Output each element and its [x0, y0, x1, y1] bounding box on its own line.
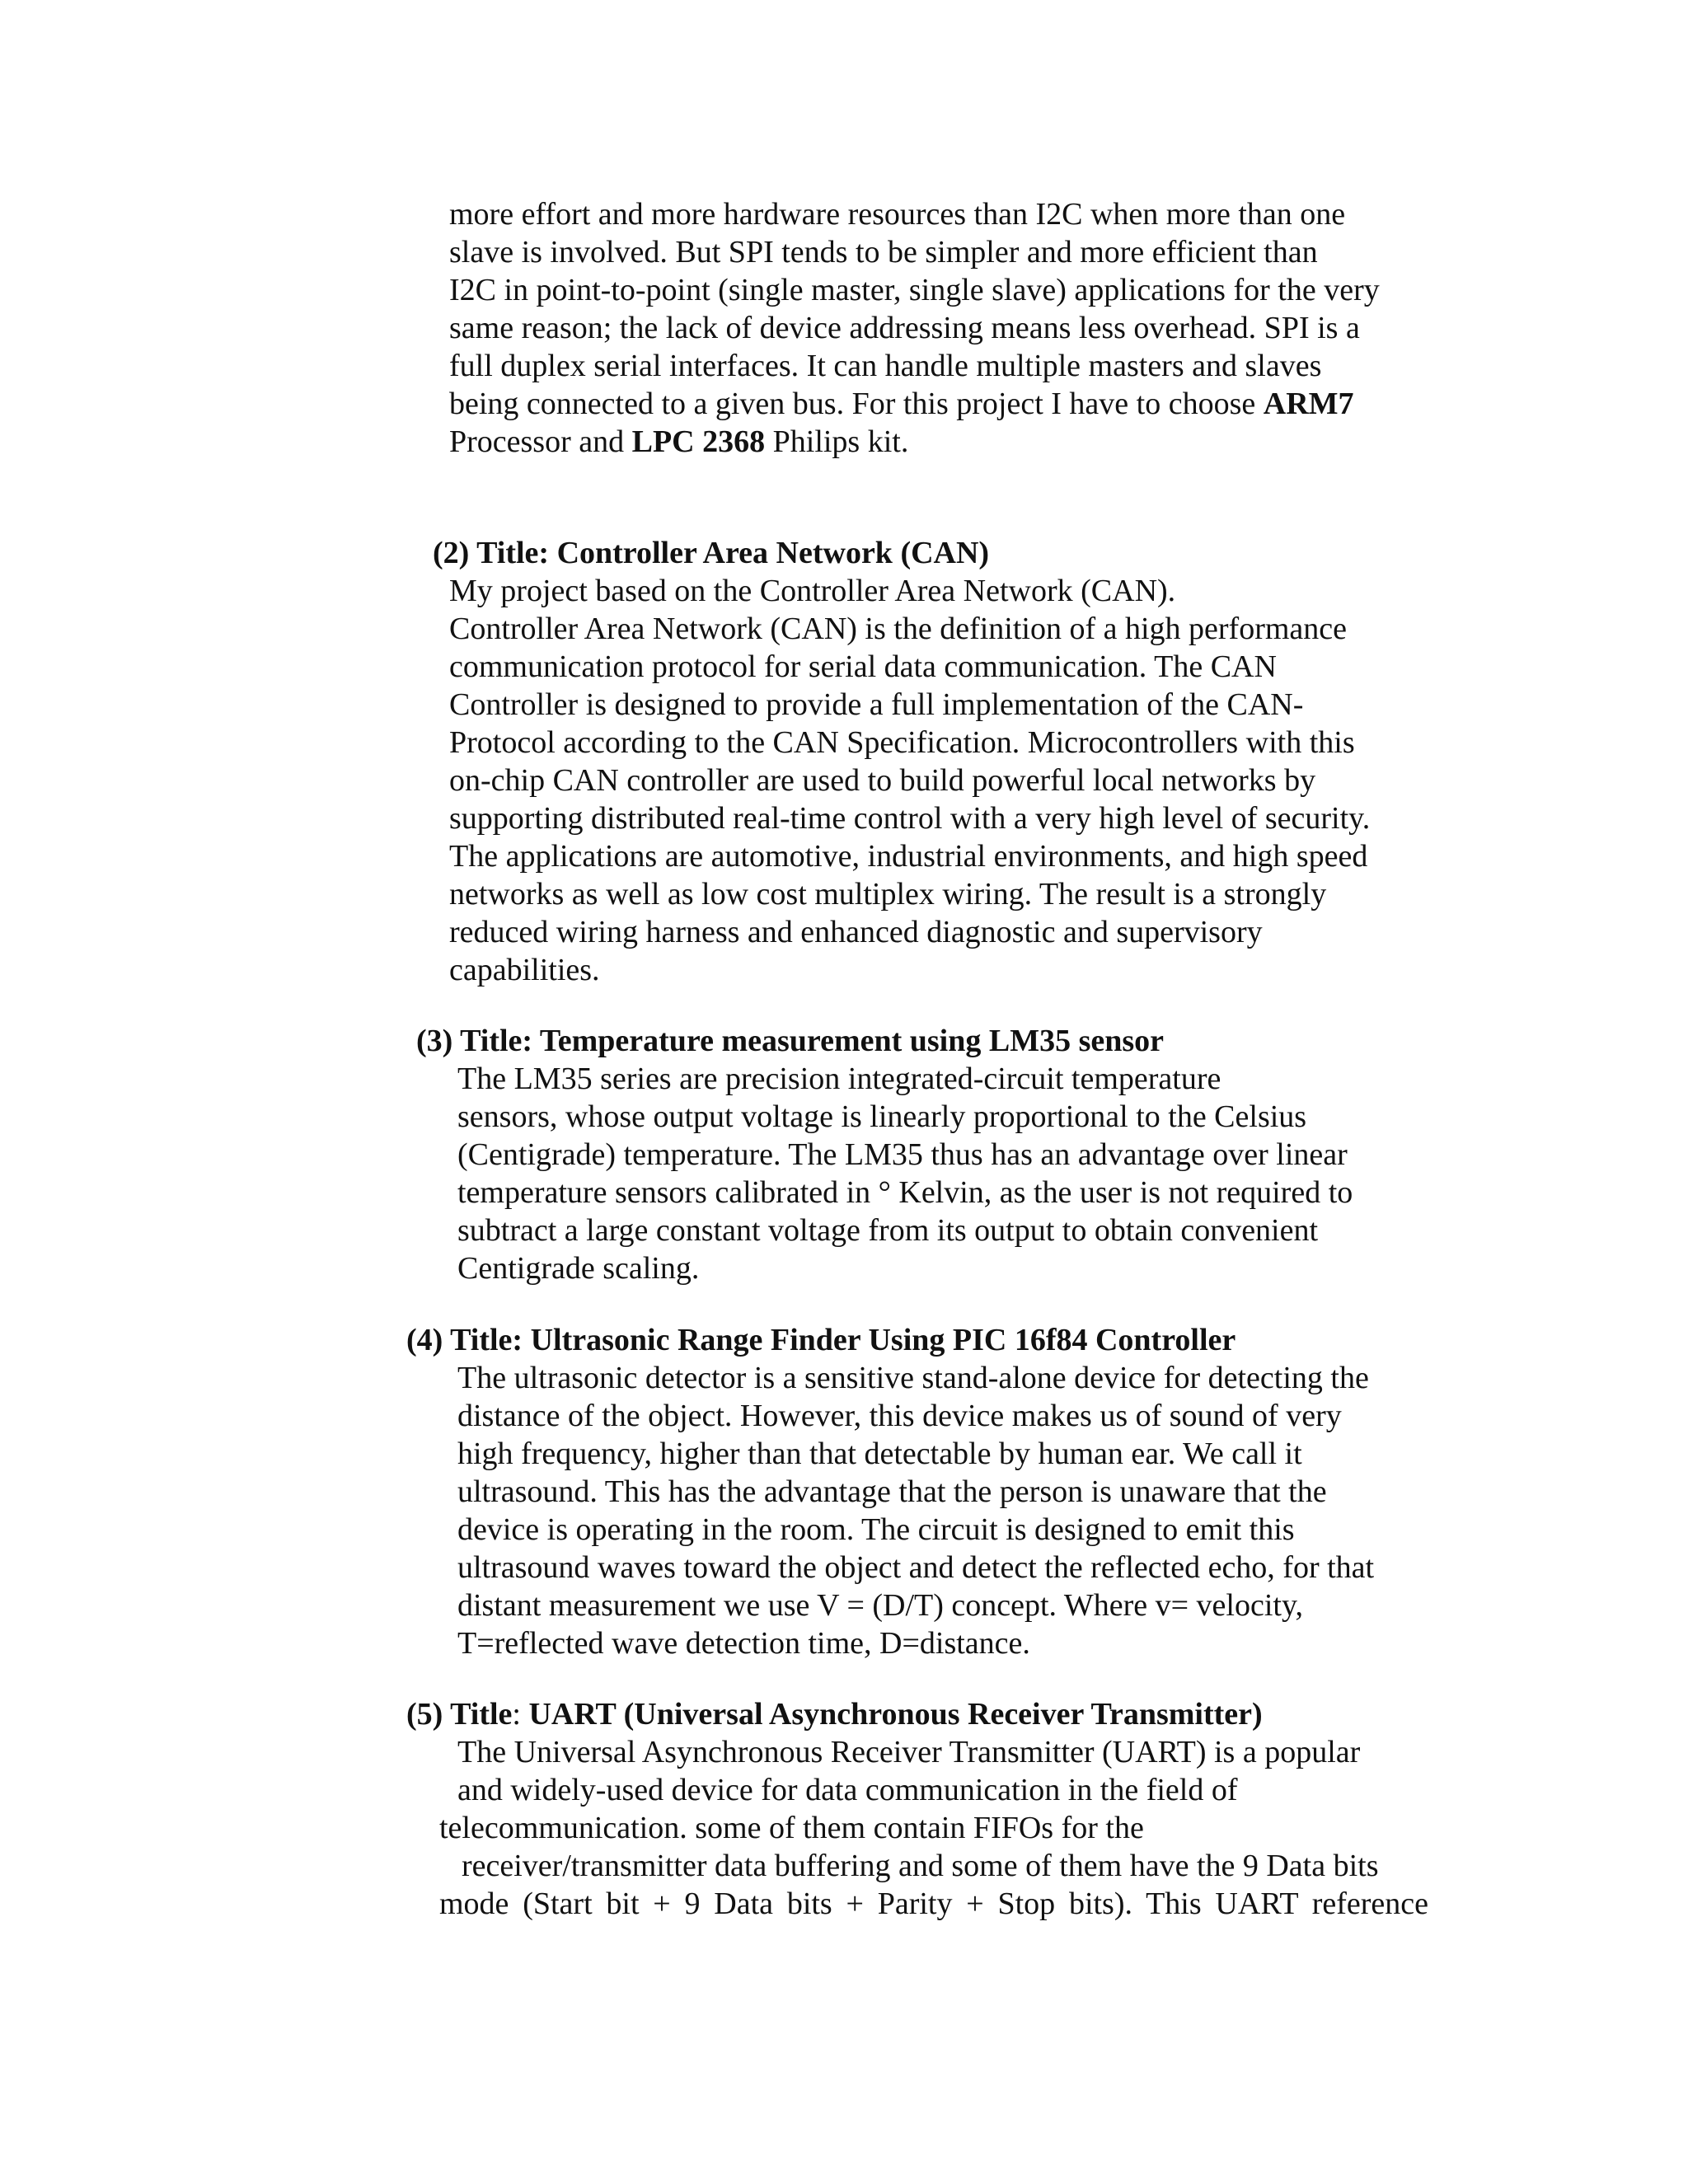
text-line — [449, 385, 1354, 423]
text-line: Controller Area Network (CAN) is the definition of a high performance — [449, 612, 1348, 646]
text-span: Philips kit. — [765, 424, 909, 459]
text-span: Processor and — [449, 424, 632, 459]
text-span: being connected to a given bus. For this project I have to choose — [449, 387, 1264, 421]
text-line: (Centigrade) temperature. The LM35 thus has an advantage over linear — [457, 1137, 1348, 1172]
title-colon: : — [512, 1697, 529, 1732]
text-line: The LM35 series are precision integrated-circuit temperature — [457, 1062, 1221, 1096]
text-line: Centigrade scaling. — [457, 1251, 700, 1286]
text-line: slave is involved. But SPI tends to be simpler and more efficient than — [449, 235, 1318, 269]
section-title: (3) Title: Temperature measurement using LM35 sensor — [416, 1024, 1165, 1058]
text-line: on-chip CAN controller are used to build powerful local networks by — [449, 763, 1316, 798]
title-prefix: (5) Title — [406, 1697, 513, 1732]
text-line: The Universal Asynchronous Receiver Transmitter (UART) is a popular — [457, 1735, 1361, 1769]
text-line: T=reflected wave detection time, D=distance. — [457, 1626, 1030, 1661]
text-line: telecommunication. some of them contain FIFOs for the — [439, 1811, 1144, 1845]
bold-term: LPC 2368 — [631, 424, 766, 459]
text-line: networks as well as low cost multiplex wiring. The result is a strongly — [449, 877, 1327, 912]
text-line: same reason; the lack of device addressing means less overhead. SPI is a — [449, 311, 1360, 345]
text-line — [449, 423, 908, 461]
text-line: and widely-used device for data communication in the field of — [457, 1773, 1238, 1807]
text-line: distance of the object. However, this device makes us of sound of very — [457, 1399, 1342, 1433]
text-line: more effort and more hardware resources than I2C when more than one — [449, 197, 1346, 232]
text-line: My project based on the Controller Area Network (CAN). — [449, 574, 1176, 608]
text-line: device is operating in the room. The circuit is designed to emit this — [457, 1512, 1295, 1547]
text-line: receiver/transmitter data buffering and some of them have the 9 Data bits — [462, 1849, 1379, 1883]
text-line: communication protocol for serial data communication. The CAN — [449, 649, 1277, 684]
text-line: ultrasound. This has the advantage that the person is unaware that the — [457, 1474, 1327, 1509]
text-line: Controller is designed to provide a full implementation of the CAN- — [449, 687, 1304, 722]
title-text: UART (Universal Asynchronous Receiver Transmitter) — [528, 1697, 1263, 1732]
text-line: ultrasound waves toward the object and detect the reflected echo, for that — [457, 1550, 1375, 1585]
text-line: mode (Start bit + 9 Data bits + Parity + Stop bits). This UART reference — [439, 1886, 1428, 1921]
bold-term: ARM7 — [1263, 387, 1354, 421]
text-line: supporting distributed real-time control with a very high level of security. — [449, 801, 1371, 836]
text-line: distant measurement we use V = (D/T) concept. Where v= velocity, — [457, 1588, 1303, 1623]
text-line: high frequency, higher than that detectable by human ear. We call it — [457, 1436, 1302, 1471]
text-line: temperature sensors calibrated in ° Kelvin, as the user is not required to — [457, 1175, 1353, 1210]
text-line: capabilities. — [449, 953, 600, 987]
text-line: full duplex serial interfaces. It can handle multiple masters and slaves — [449, 349, 1322, 383]
text-line: sensors, whose output voltage is linearly proportional to the Celsius — [457, 1099, 1307, 1134]
text-line: subtract a large constant voltage from its output to obtain convenient — [457, 1213, 1319, 1248]
text-line: The ultrasonic detector is a sensitive stand-alone device for detecting the — [457, 1361, 1369, 1395]
text-line: I2C in point-to-point (single master, single slave) applications for the very — [449, 273, 1380, 307]
text-line: reduced wiring harness and enhanced diagnostic and supervisory — [449, 915, 1263, 949]
section-title: (2) Title: Controller Area Network (CAN) — [433, 536, 990, 570]
text-line: The applications are automotive, industrial environments, and high speed — [449, 839, 1368, 874]
section-title — [406, 1695, 1263, 1733]
text-line: Protocol according to the CAN Specification. Microcontrollers with this — [449, 725, 1355, 760]
section-title: (4) Title: Ultrasonic Range Finder Using PIC 16f84 Controller — [406, 1323, 1236, 1357]
